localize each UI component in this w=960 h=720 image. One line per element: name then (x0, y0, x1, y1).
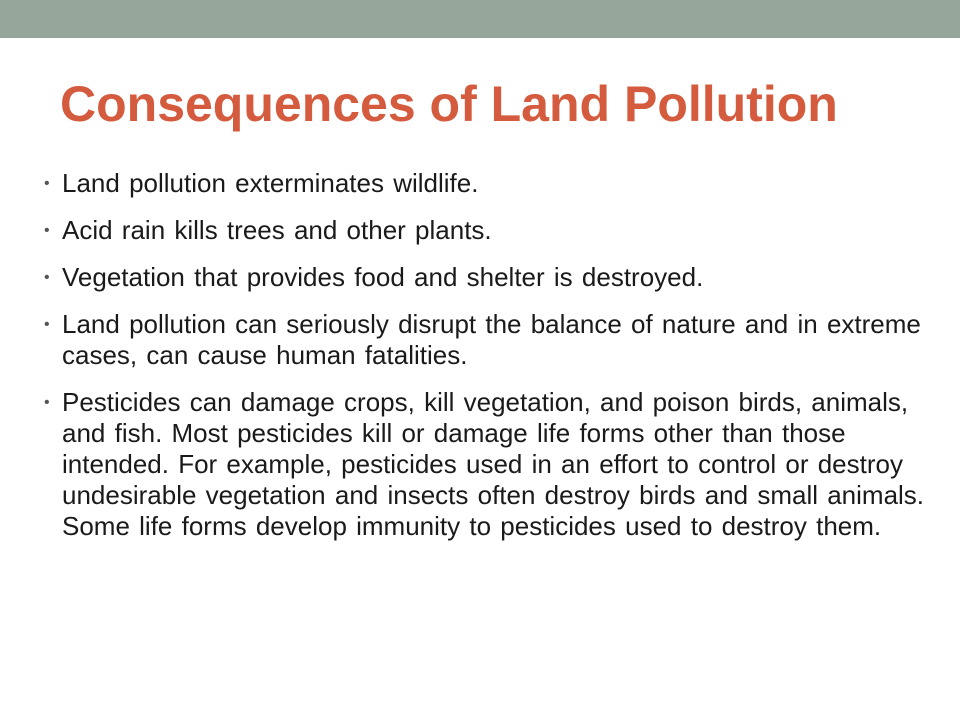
bullet-text: Land pollution can seriously disrupt the balance of nature and in extreme cases, can cause human fatalities. (62, 309, 921, 370)
bullet-text: Land pollution exterminates wildlife. (62, 168, 479, 198)
bullet-item (44, 262, 934, 293)
bullet-list (44, 168, 934, 542)
bullet-item (44, 387, 934, 542)
slide-title: Consequences of Land Pollution (60, 76, 838, 132)
bullet-text: Vegetation that provides food and shelter is destroyed. (62, 262, 704, 292)
bullet-text: Acid rain kills trees and other plants. (62, 215, 492, 245)
bullet-item (44, 309, 934, 371)
bullet-icon: • (44, 222, 50, 239)
bullet-icon: • (44, 175, 50, 192)
bullet-icon: • (44, 394, 50, 411)
bullet-icon: • (44, 316, 50, 333)
bullet-text: Pesticides can damage crops, kill vegetation, and poison birds, animals, and fish. Most pesticides kill or damage life forms other than those intended. For example, pesticides used in an effort to control or destroy undesirable vegetation and insects often destroy birds and small animals. Some life forms develop immunity to pesticides used to destroy them. (62, 387, 925, 541)
top-accent-bar (0, 0, 960, 38)
bullet-icon: • (44, 269, 50, 286)
bullet-item (44, 215, 934, 246)
bullet-item (44, 168, 934, 199)
